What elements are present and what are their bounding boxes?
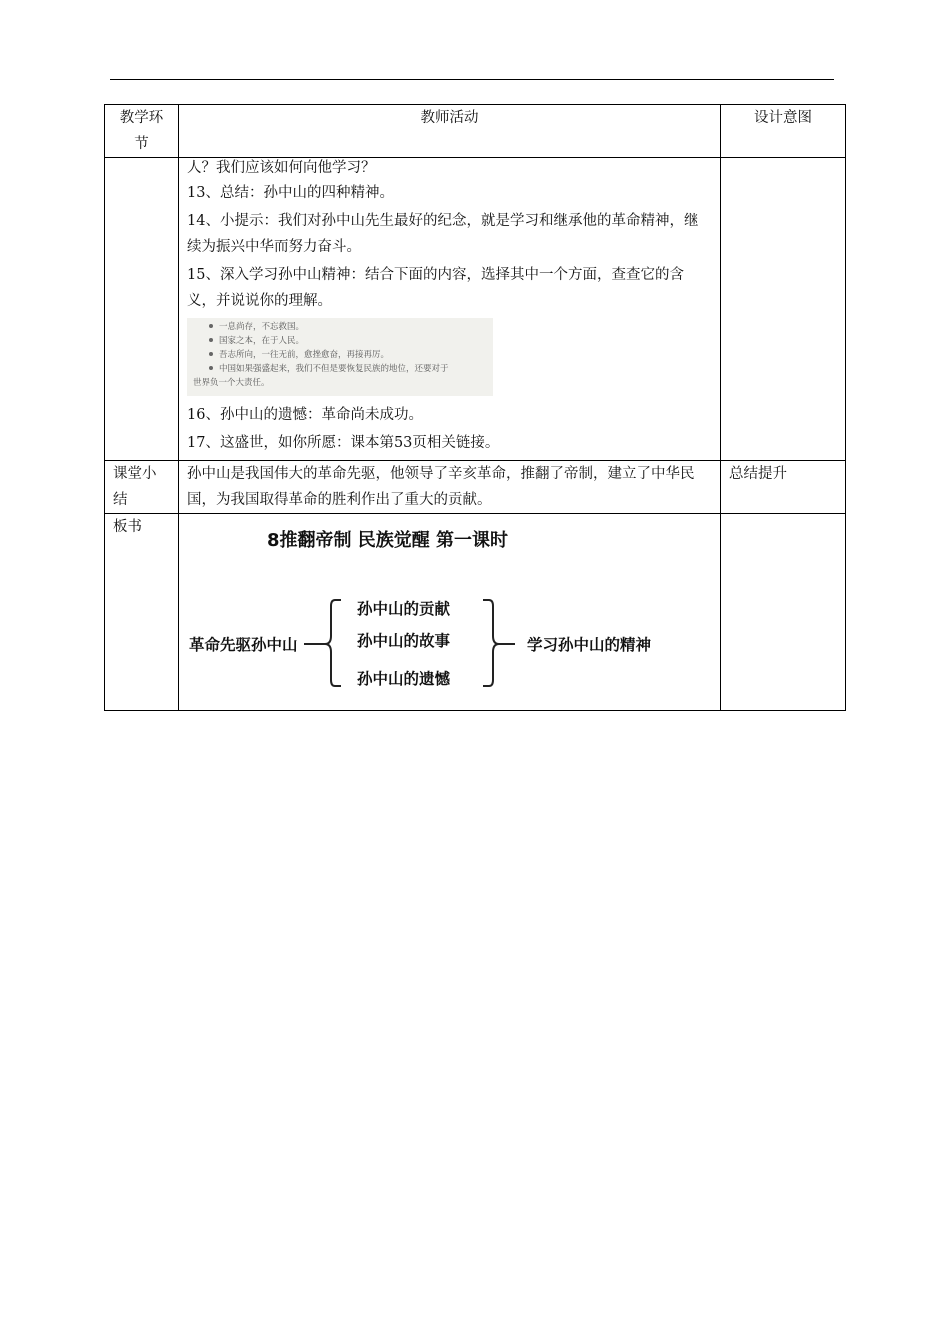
blackboard-diagram [179, 514, 720, 710]
board-item: 孙中山的遗憾 [357, 670, 451, 688]
table-row-board [105, 514, 846, 711]
quote-item: 吾志所向，一往无前，愈挫愈奋，再接再厉。 [193, 348, 487, 362]
quote-item: 一息尚存，不忘救国。 [193, 320, 487, 334]
activity-cell [179, 158, 721, 461]
header-rule [110, 79, 834, 80]
table-header-row [105, 105, 846, 158]
quote-item: 国家之本，在于人民。 [193, 334, 487, 348]
header-design-intent: 设计意图 [721, 105, 846, 158]
table-row [105, 158, 846, 461]
board-item: 孙中山的贡献 [357, 600, 451, 618]
section-cell: 课堂小结 [105, 461, 179, 514]
board-left-topic: 革命先驱孙中山 [189, 636, 298, 654]
quote-item: 中国如果强盛起来，我们不但是要恢复民族的地位，还要对于 [193, 362, 487, 376]
activity-line: 13、总结：孙中山的四种精神。 [187, 185, 394, 201]
activity-line: 14、小提示：我们对孙中山先生最好的纪念，就是学习和继承他的革命精神，继续为振兴中华而努力奋斗。 [187, 213, 699, 255]
activity-line: 人？我们应该如何向他学习？ [187, 160, 376, 176]
activity-line: 17、这盛世，如你所愿：课本第53页相关链接。 [187, 435, 500, 451]
quote-item-continued: 世界负一个大责任。 [193, 378, 270, 388]
board-cell [179, 514, 721, 711]
intent-cell [721, 158, 846, 461]
board-right-topic: 学习孙中山的精神 [527, 636, 652, 654]
board-item: 孙中山的故事 [357, 632, 451, 650]
activity-line: 15、深入学习孙中山精神：结合下面的内容，选择其中一个方面，查查它的含义，并说说你的理解。 [187, 267, 684, 309]
section-cell [105, 158, 179, 461]
activity-line: 16、孙中山的遗憾：革命尚未成功。 [187, 407, 423, 423]
quote-image [187, 318, 493, 396]
board-title: 8推翻帝制 民族觉醒 第一课时 [267, 530, 509, 551]
intent-cell: 总结提升 [721, 461, 846, 514]
intent-cell [721, 514, 846, 711]
summary-text: 孙中山是我国伟大的革命先驱，他领导了辛亥革命，推翻了帝制，建立了中华民国，为我国取得革命的胜利作出了重大的贡献。 [179, 461, 721, 514]
header-teacher-activity: 教师活动 [179, 105, 721, 158]
section-cell: 板书 [105, 514, 179, 711]
header-section: 教学环节 [105, 105, 179, 158]
lesson-plan-table [104, 104, 846, 711]
table-row-summary [105, 461, 846, 514]
